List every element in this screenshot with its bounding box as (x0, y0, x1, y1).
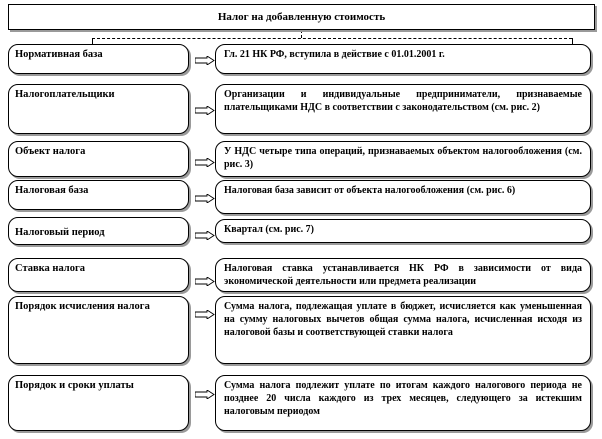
category-label: Объект налога (15, 146, 86, 157)
category-label: Нормативная база (15, 49, 103, 60)
category-label: Налоговая база (15, 185, 89, 196)
title-connector-center (301, 30, 302, 38)
category-box-tax-rate (8, 258, 189, 292)
diagram-title-text: Налог на добавленную стоимость (217, 11, 386, 23)
detail-text: Сумма налога подлежит уплате по итогам каждого налогового периода не позднее 20 числа каждого из трех месяцев, следующего за истекшим налоговым периодом (224, 380, 582, 417)
detail-text: Налоговая ставка устанавливается НК РФ в зависимости от вида экономической деятельности или предмета реализации (224, 263, 582, 287)
detail-text: Организации и индивидуальные предприниматели, признаваемые плательщиками НДС в соответствии с законодательством (см. рис. 2) (224, 89, 582, 113)
detail-box-tax-rate (215, 258, 591, 292)
detail-box-calculation-procedure (215, 296, 591, 364)
detail-text: У НДС четыре типа операций, признаваемых объектом налогообложения (см. рис. 3) (224, 146, 582, 170)
arrow-icon (195, 106, 215, 115)
detail-text: Гл. 21 НК РФ, вступила в действие с 01.01.2001 г. (224, 49, 445, 60)
category-box-calculation-procedure (8, 296, 189, 364)
detail-text: Сумма налога, подлежащая уплате в бюджет, исчисляется как уменьшенная на сумму налоговых вычетов общая сумма налога, исчисленная исходя из налоговой базы и соответствующей ставки налога (224, 301, 582, 338)
arrow-icon (195, 231, 215, 240)
title-connector-bar (92, 38, 572, 39)
category-label: Порядок и сроки уплаты (15, 380, 134, 391)
category-label: Налоговый период (15, 227, 105, 238)
arrow-icon (195, 390, 215, 399)
detail-text: Квартал (см. рис. 7) (224, 224, 314, 235)
category-box-taxpayers (8, 84, 189, 134)
arrow-icon (195, 158, 215, 167)
arrow-icon (195, 56, 215, 65)
arrow-icon (195, 310, 215, 319)
category-box-payment-terms (8, 375, 189, 431)
detail-text: Налоговая база зависит от объекта налогообложения (см. рис. 6) (224, 185, 516, 196)
category-box-tax-base (8, 180, 189, 210)
arrow-icon (195, 277, 215, 286)
category-label: Налогоплательщики (15, 89, 115, 100)
detail-box-taxpayers (215, 84, 591, 134)
category-box-tax-object (8, 141, 189, 177)
arrow-icon (195, 194, 215, 203)
detail-box-tax-base (215, 180, 591, 214)
detail-box-tax-period (215, 219, 591, 243)
detail-box-normative-base (215, 44, 591, 74)
category-box-tax-period (8, 217, 189, 245)
category-label: Ставка налога (15, 263, 85, 274)
category-label: Порядок исчисления налога (15, 301, 150, 312)
detail-box-payment-terms (215, 375, 591, 431)
detail-box-tax-object (215, 141, 591, 177)
diagram-title (8, 4, 595, 30)
category-box-normative-base (8, 44, 189, 74)
